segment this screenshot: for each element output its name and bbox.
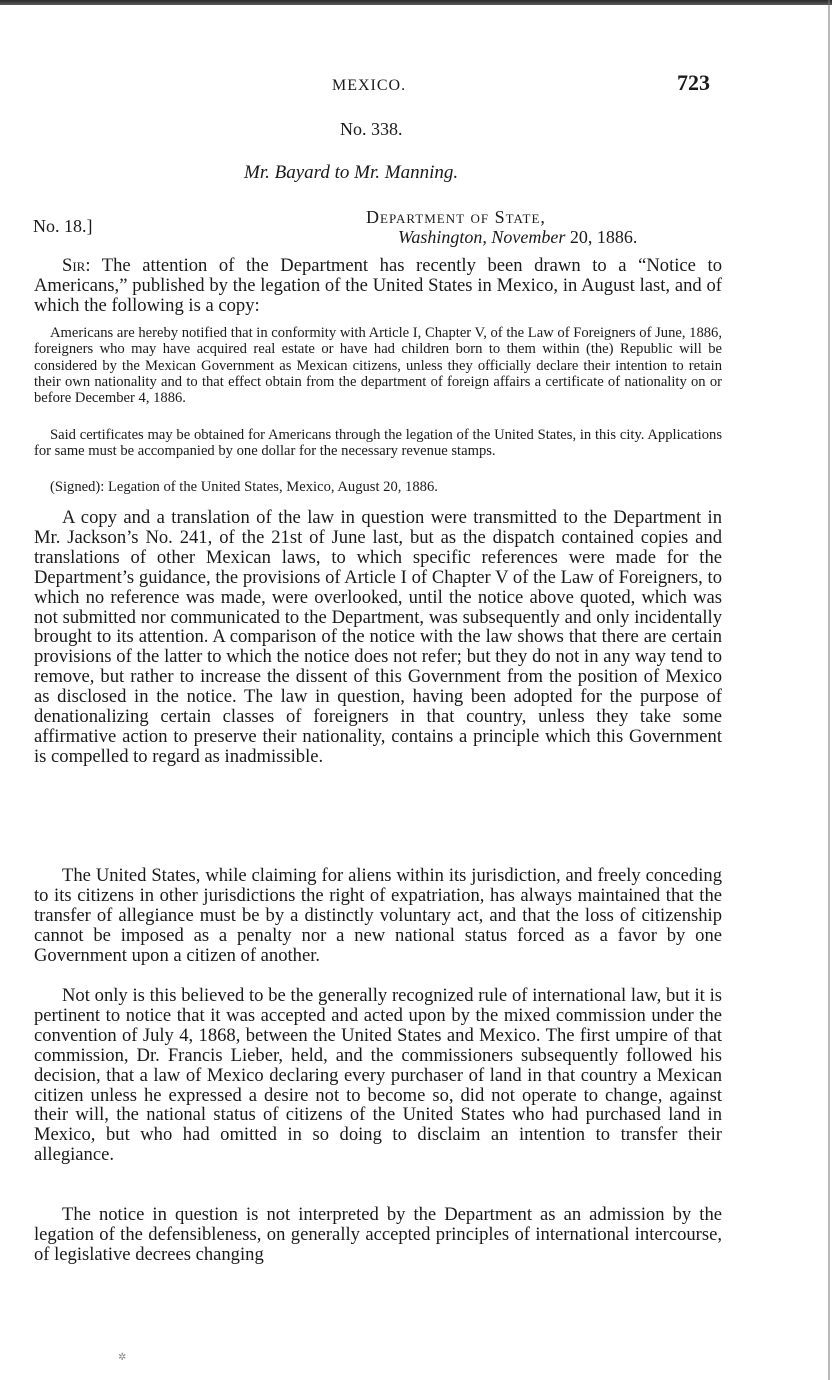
document-number: No. 338.	[340, 119, 403, 139]
document-title: Mr. Bayard to Mr. Manning.	[244, 162, 459, 183]
department-heading: Department of State,	[366, 207, 546, 227]
paragraph-notice-interpretation: The notice in question is not interpreted by the Department as an admission by the legation of the defensibleness, on generally accepted principles of international intercourse, of legislative decrees changing	[34, 1204, 722, 1265]
paragraph-intro-text: The attention of the Department has recently been drawn to a “Notice to Americans,” published by the legation of the United States in Mexico, in August last, and of which the following is a copy:	[34, 255, 722, 316]
paragraph-united-states-position: The United States, while claiming for aliens within its jurisdiction, and freely conceding to its citizens in other jurisdictions the right of expatriation, has always maintained that the transfer of allegiance must be by a distinctly voluntary act, and that the loss of citizenship cannot be imposed as a penalty nor a new national status forced as a favor by one Government upon a citizen of another.	[34, 865, 722, 966]
paragraph-intro	[34, 256, 722, 316]
quote-paragraph-1: Americans are hereby notified that in conformity with Article I, Chapter V, of the Law of Foreigners of June, 1886, foreigners who may have acquired real estate or have had children born to them within (the) Republic will be considered by the Mexican Government as Mexican citizens, unless they officially declare their intention to retain their own nationality and to that effect obtain from the department of foreign affairs a certificate of nationality on or before December 4, 1886.	[34, 325, 722, 407]
stray-print-mark: ✲	[118, 1352, 127, 1363]
paragraph-copy-and-translation: A copy and a translation of the law in question were transmitted to the Department in Mr. Jackson’s No. 241, of the 21st of June last, but as the dispatch contained copies and translations of other Mexican laws, to which specific references were made for the Department’s guidance, the provisions of Article I of Chapter V of the Law of Foreigners, to which no reference was made, were overlooked, until the notice above quoted, which was not submitted nor communicated to the Department, was subsequently and only incidentally brought to its attention. A comparison of the notice with the law shows that there are certain provisions of the latter to which the notice does not refer; but they do not in any way tend to remove, but rather to increase the dissent of this Government from the position of Mexico as disclosed in the notice. The law in question, having been adopted for the purpose of denationalizing certain classes of foreigners in that country, unless they take some affirmative action to preserve their nationality, contains a principle which this Government is compelled to regard as inadmissible.	[34, 507, 722, 767]
paragraph-international-law: Not only is this believed to be the generally recognized rule of international law, but it is pertinent to notice that it was accepted and acted upon by the mixed commission under the convention of July 4, 1868, between the United States and Mexico. The first umpire of that commission, Dr. Francis Lieber, held, and the commissioners subsequently followed his decision, that a law of Mexico declaring every purchaser of land in that country a Mexican citizen unless he expressed a desire not to become so, did not operate to change, against their will, the national status of citizens of the United States who had purchased land in Mexico, but who had omitted in so doing to disclaim an intention to transfer their allegiance.	[34, 985, 722, 1166]
top-border-rule	[0, 0, 832, 5]
salutation: Sir:	[62, 255, 91, 276]
page-number: 723	[677, 70, 710, 95]
right-edge-shadow	[828, 0, 830, 1380]
dateline-place: Washington, November	[398, 227, 566, 247]
dispatch-number: No. 18.]	[33, 216, 93, 236]
dateline-date: 20, 1886.	[565, 227, 638, 247]
dateline	[398, 227, 637, 248]
running-head: MEXICO.	[332, 77, 407, 94]
quote-signature: (Signed): Legation of the United States, Mexico, August 20, 1886.	[50, 479, 438, 495]
quote-paragraph-2: Said certificates may be obtained for Americans through the legation of the United States, in this city. Applications for same must be accompanied by one dollar for the necessary revenue stamps.	[34, 427, 722, 460]
